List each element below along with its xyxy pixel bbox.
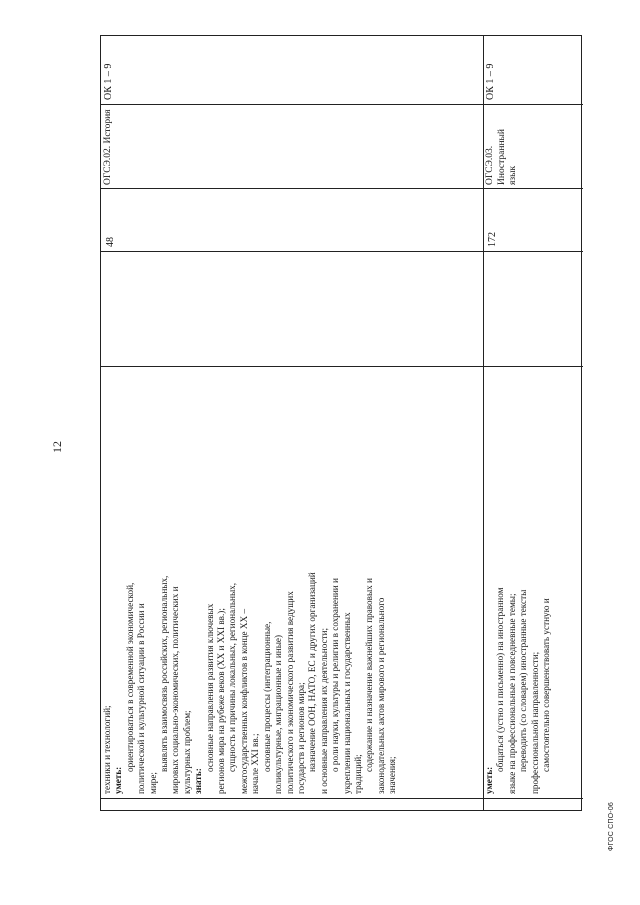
- requirement-line: начале XXI вв.;: [250, 733, 261, 794]
- requirement-line: назначение ООН, НАТО, ЕС и других организаций: [307, 572, 318, 772]
- discipline-cell: ОГСЭ.02. История: [101, 104, 483, 188]
- requirement-line: профессиональной направленности;: [529, 651, 540, 794]
- requirement-line: законодательных актов мирового и регионального: [375, 597, 386, 794]
- requirement-line: о роли науки, культуры и религии в сохранении и: [330, 578, 341, 772]
- empty-cell: [483, 34, 583, 104]
- requirement-line: культурных проблем;: [181, 710, 192, 794]
- hours-value: 48: [105, 237, 116, 247]
- requirement-line: выявлять взаимосвязь российских, региональных,: [159, 575, 170, 772]
- requirement-line: основные процессы (интеграционные,: [261, 621, 272, 772]
- empty-cell: [483, 251, 583, 366]
- empty-cell: [101, 34, 483, 104]
- requirement-line: сущность и причины локальных, региональных,: [227, 582, 238, 772]
- hours-value: 172: [487, 232, 498, 247]
- requirement-line: укреплении национальных и государственных: [341, 612, 352, 794]
- requirement-heading: уметь:: [484, 766, 494, 794]
- requirements-cell: [101, 366, 483, 798]
- competency-layer: [100, 803, 104, 811]
- requirement-heading: уметь:: [113, 766, 124, 794]
- requirement-line: ориентироваться в современной экономической,: [124, 582, 135, 772]
- requirement-line: общаться (устно и письменно) на иностранном: [495, 587, 506, 772]
- footer-code: ФГОС СПО-06: [608, 801, 615, 851]
- requirement-line: традиций;: [352, 754, 363, 794]
- requirement-line: техники и технологий;: [102, 705, 112, 794]
- requirement-line: и основные направления их деятельности;: [318, 627, 329, 794]
- requirement-line: значения;: [387, 756, 398, 794]
- hours-cell: [101, 188, 483, 251]
- discipline-cell: ОГСЭ.03. Иностранный язык: [483, 104, 583, 188]
- requirement-line: языке на профессиональные и повседневные темы;: [506, 593, 517, 794]
- page-number: 12: [50, 441, 64, 453]
- requirement-line: содержание и назначение важнейших правовых и: [364, 578, 375, 772]
- requirement-line: самостоятельно совершенствовать устную и: [541, 598, 552, 772]
- requirement-line: межгосударственных конфликтов в конце XX –: [238, 608, 249, 794]
- requirement-line: политической и культурной ситуации в России и: [136, 603, 147, 794]
- hours-cell: [483, 188, 583, 251]
- requirement-line: мировых социально-экономических, политических и: [170, 586, 181, 794]
- requirement-heading: знать:: [193, 768, 204, 794]
- requirement-line: мире;: [147, 772, 158, 794]
- requirement-line: политического и экономического развития ведущих: [284, 591, 295, 794]
- index-cell: [483, 798, 583, 810]
- requirements-cell: [483, 366, 583, 798]
- competency-value: ОК 1 – 9: [485, 63, 496, 100]
- requirement-line: основные направления развития ключевых: [204, 603, 215, 772]
- curriculum-table: [100, 35, 582, 811]
- requirement-line: поликультурные, миграционные и иные): [273, 634, 284, 794]
- competency-value: ОК 1 – 9: [103, 63, 114, 100]
- empty-cell: [101, 251, 483, 366]
- competency-spacer: [101, 26, 483, 34]
- index-cell: [101, 798, 483, 810]
- requirement-line: переводить (со словарем) иностранные тексты: [518, 589, 529, 772]
- table-row-history: [101, 36, 484, 810]
- requirement-line: регионов мира на рубеже веков (XX и XXI вв.);: [216, 608, 227, 794]
- requirement-line: государств и регионов мира;: [295, 682, 306, 794]
- table-row-foreign-language: [483, 36, 583, 810]
